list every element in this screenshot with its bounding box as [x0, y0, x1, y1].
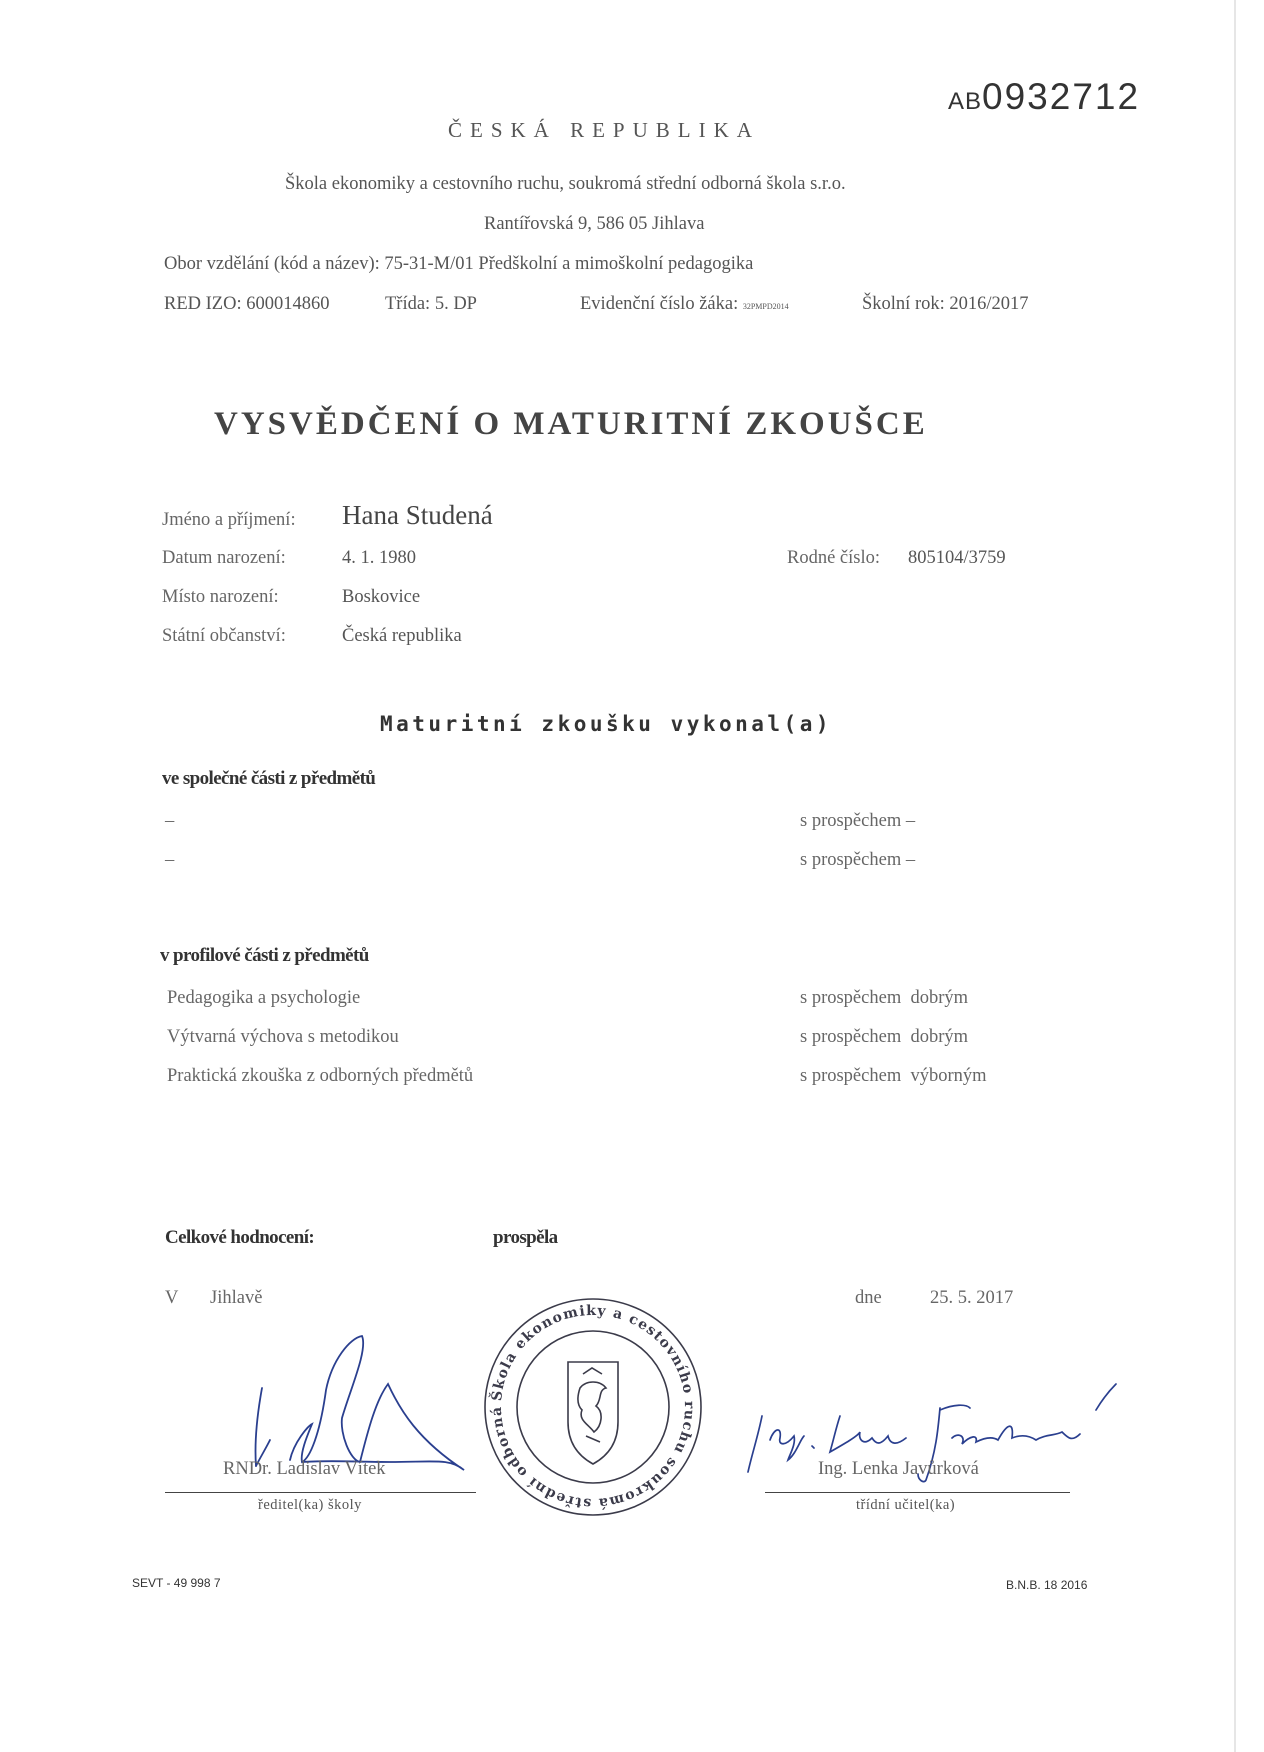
director-signature — [250, 1330, 480, 1470]
svg-text:Škola ekonomiky a cestovního r — [475, 1284, 697, 1511]
country-heading: ČESKÁ REPUBLIKA — [448, 118, 760, 142]
common-row-1-subject: – — [165, 811, 175, 831]
common-row-2-result — [800, 850, 915, 871]
profile-row-1-subject: Pedagogika a psychologie — [167, 988, 361, 1008]
birth-place: Boskovice — [342, 587, 421, 607]
director-role: ředitel(ka) školy — [258, 1497, 362, 1513]
profile-row-3-result — [800, 1066, 987, 1087]
field-of-study: Obor vzdělání (kód a název): 75-31-M/01 Předškolní a mimoškolní pedagogika — [164, 254, 754, 274]
profile-row-1-result — [800, 988, 968, 1009]
result-label: s prospěchem — [800, 988, 902, 1008]
serial-prefix: AB — [948, 88, 983, 115]
date-label: dne — [855, 1288, 882, 1308]
footer-form-code: SEVT - 49 998 7 — [132, 1576, 221, 1590]
director-name: RNDr. Ladislav Vítek — [223, 1459, 386, 1479]
student-id-label: Evidenční číslo žáka: — [580, 294, 739, 314]
document-title: VYSVĚDČENÍ O MATURITNÍ ZKOUŠCE — [214, 406, 928, 442]
result-value: dobrým — [910, 1027, 969, 1047]
overall-label: Celkové hodnocení: — [165, 1227, 315, 1248]
stamp-text: Škola ekonomiky a cestovního ruchu soukromá střední odborná škola s.r.o. Rantířovská 9 Jihlava — [475, 1284, 698, 1512]
serial-number — [948, 76, 1140, 118]
place: Jihlavě — [210, 1288, 263, 1308]
class-label: Třída: 5. DP — [385, 294, 477, 314]
result-value: – — [905, 850, 916, 870]
name-label: Jméno a příjmení: — [162, 510, 296, 530]
student-id-row — [580, 294, 789, 315]
red-izo: RED IZO: 600014860 — [164, 294, 330, 314]
birth-place-label: Místo narození: — [162, 587, 279, 607]
citizenship-label: Státní občanství: — [162, 626, 286, 646]
director-signature-line — [165, 1492, 476, 1493]
school-name: Škola ekonomiky a cestovního ruchu, soukromá střední odborná škola s.r.o. — [285, 174, 846, 194]
school-stamp — [475, 1284, 704, 1518]
school-address: Rantířovská 9, 586 05 Jihlava — [484, 214, 705, 234]
overall-value: prospěla — [493, 1227, 558, 1248]
birth-date-label: Datum narození: — [162, 548, 286, 568]
page-edge — [1234, 0, 1236, 1752]
profile-row-2-subject: Výtvarná výchova s metodikou — [167, 1027, 399, 1047]
profile-row-3-subject: Praktická zkouška z odborných předmětů — [167, 1066, 474, 1086]
common-row-1-result — [800, 811, 915, 832]
teacher-role: třídní učitel(ka) — [856, 1497, 956, 1513]
footer-printer-code: B.N.B. 18 2016 — [1006, 1578, 1088, 1592]
profile-part-label: v profilové části z předmětů — [160, 945, 369, 966]
result-label: s prospěchem — [800, 850, 902, 870]
common-row-2-subject: – — [165, 850, 175, 870]
result-value: dobrým — [910, 988, 969, 1008]
exam-heading: Maturitní zkoušku vykonal(a) — [380, 712, 833, 736]
teacher-signature-line — [765, 1492, 1070, 1493]
birth-date: 4. 1. 1980 — [342, 548, 416, 568]
teacher-name: Ing. Lenka Javůrková — [818, 1459, 979, 1479]
result-value: – — [905, 811, 916, 831]
result-label: s prospěchem — [800, 1066, 902, 1086]
place-prefix: V — [165, 1288, 179, 1308]
common-part-label: ve společné části z předmětů — [162, 768, 376, 789]
result-label: s prospěchem — [800, 1027, 902, 1047]
student-name: Hana Studená — [342, 500, 493, 530]
date: 25. 5. 2017 — [930, 1288, 1014, 1308]
citizenship: Česká republika — [342, 626, 462, 646]
serial-digits: 0932712 — [982, 76, 1141, 117]
profile-row-2-result — [800, 1027, 968, 1048]
birth-number: 805104/3759 — [908, 548, 1006, 568]
result-label: s prospěchem — [800, 811, 902, 831]
student-id: 32PMPD2014 — [742, 302, 789, 311]
birth-number-label: Rodné číslo: — [787, 548, 881, 568]
result-value: výborným — [910, 1066, 987, 1086]
school-year: Školní rok: 2016/2017 — [862, 294, 1029, 314]
